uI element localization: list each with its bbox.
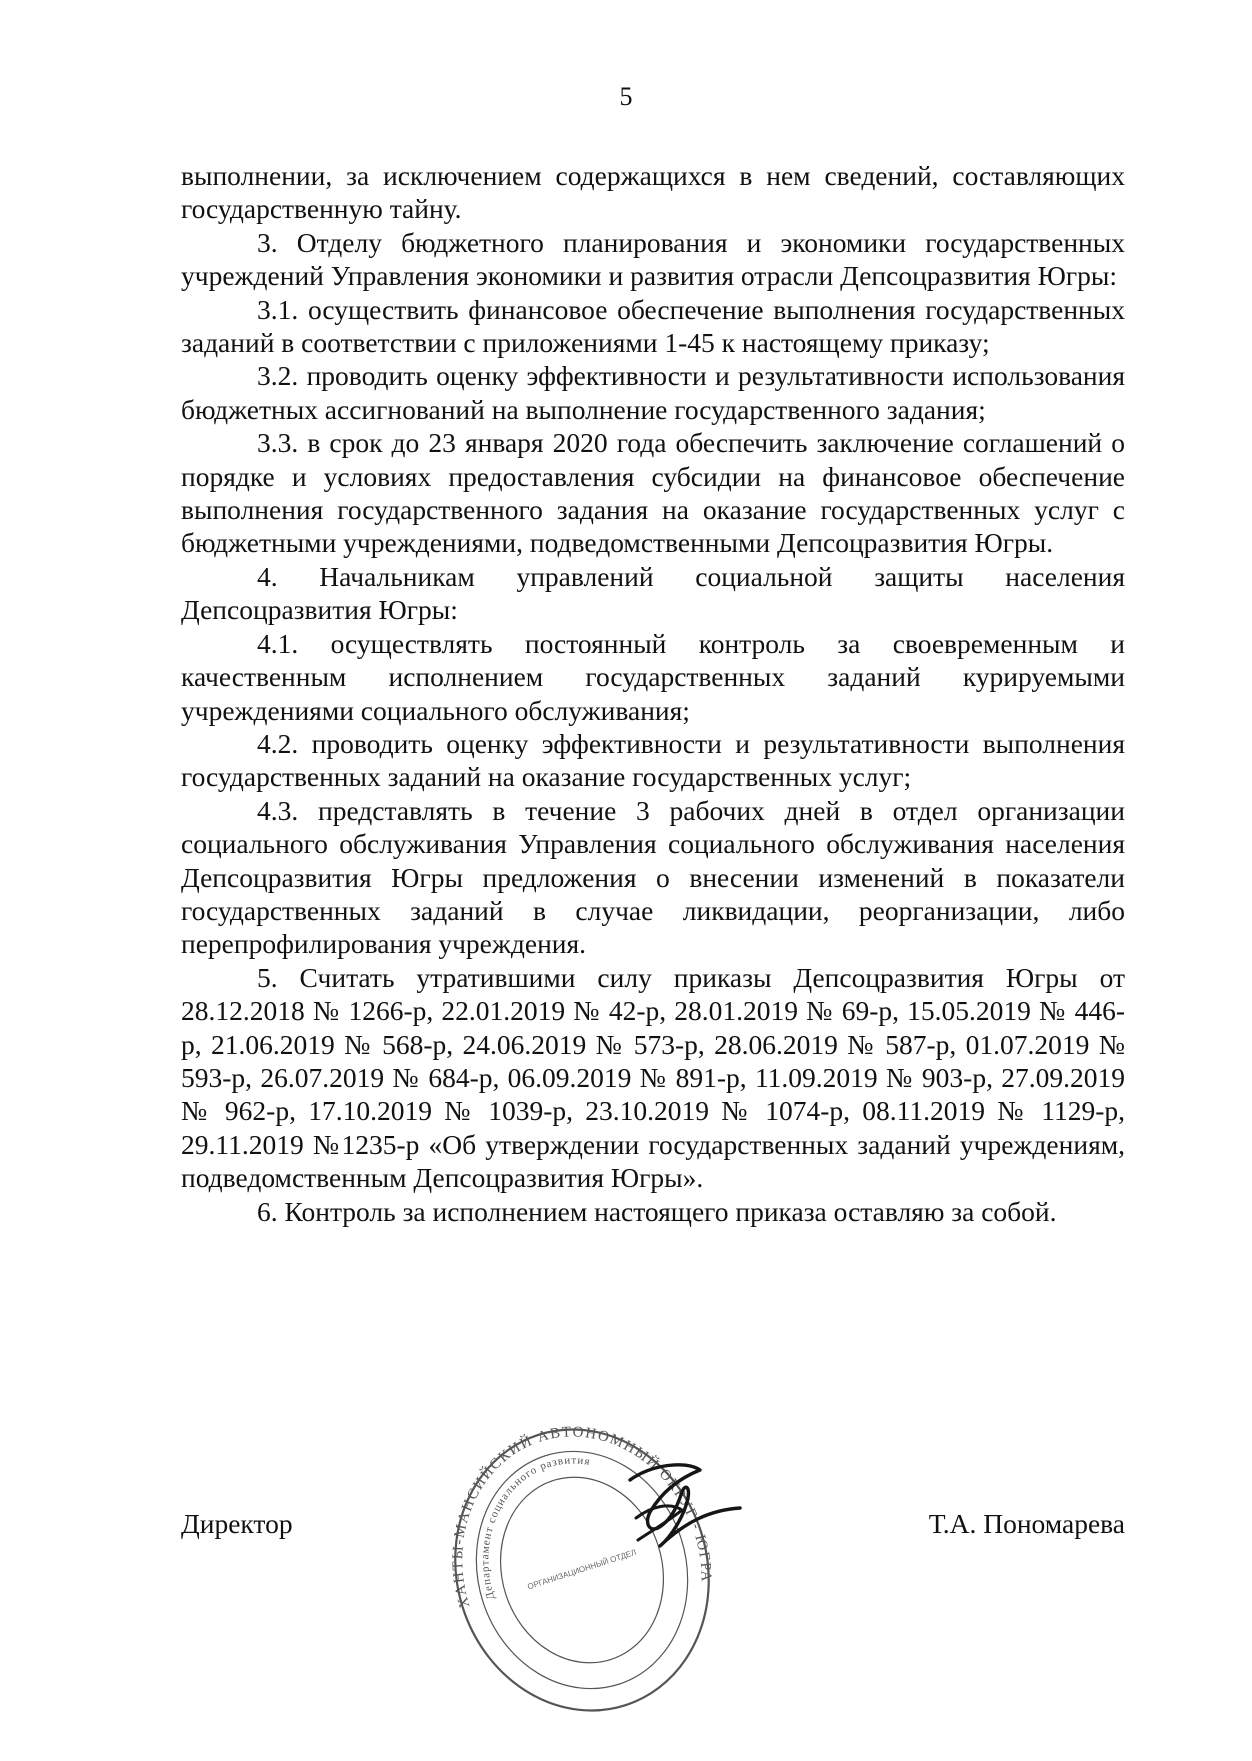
paragraph-item-4-2: 4.2. проводить оценку эффективности и результативности выполнения государственных заданий на оказание государственных услуг; — [181, 727, 1125, 793]
signatory-title: Директор — [181, 1508, 293, 1539]
paragraph-item-5: 5. Считать утратившими силу приказы Депсоцразвития Югры от 28.12.2018 № 1266-р, 22.01.2019 № 42-р, 28.01.2019 № 69-р, 15.05.2019 № 446-р, 21.06.2019 № 568-р, 24.06.2019 № 573-р, 28.06.2019 № 587-р, 01.07.2019 № 593-р, 26.07.2019 № 684-р, 06.09.2019 № 891-р, 11.09.2019 № 903-р, 27.09.2019 № 962-р, 17.10.2019 № 1039-р, 23.10.2019 № 1074-р, 08.11.2019 № 1129-р, 29.11.2019 №1235-р «Об утверждении государственных заданий учреждениям, подведомственным Депсоцразвития Югры». — [181, 961, 1125, 1194]
paragraph-continuation: выполнении, за исключением содержащихся в нем сведений, составляющих государственную тайну. — [181, 160, 1125, 225]
seal-center-text: ОРГАНИЗАЦИОННЫЙ ОТДЕЛ — [526, 1547, 638, 1592]
seal-outer-text-path: ХАНТЫ-МАНСИЙСКИЙ АВТОНОМНЫЙ ОКРУГ - ЮГРА — [450, 1424, 714, 1610]
order-body — [181, 159, 1125, 1228]
paragraph-item-3-3: 3.3. в срок до 23 января 2020 года обеспечить заключение соглашений о порядке и условиях предоставления субсидии на финансовое обеспечение выполнения государственного задания на оказание государственных услуг с бюджетными учреждениями, подведомственными Депсоцразвития Югры. — [181, 427, 1125, 559]
paragraph-item-4-1: 4.1. осуществлять постоянный контроль за своевременным и качественным исполнением государственных заданий курируемыми учреждениями социального обслуживания; — [181, 627, 1125, 726]
handwritten-signature — [590, 1440, 750, 1580]
paragraph-item-4: 4. Начальникам управлений социальной защиты населения Депсоцразвития Югры: — [181, 560, 1125, 626]
paragraph-item-3-1: 3.1. осуществить финансовое обеспечение выполнения государственных заданий в соответствии с приложениями 1-45 к настоящему приказу; — [181, 293, 1125, 359]
paragraph-item-3: 3. Отделу бюджетного планирования и экономики государственных учреждений Управления экономики и развития отрасли Депсоцразвития Югры: — [181, 226, 1125, 292]
signatory-name: Т.А. Пономарева — [928, 1508, 1125, 1539]
paragraph-item-4-3: 4.3. представлять в течение 3 рабочих дней в отдел организации социального обслуживания Управления социального обслуживания населения Депсоцразвития Югры предложения о внесении изменений в показатели государственных заданий в случае ликвидации, реорганизации, либо перепрофилирования учреждения. — [181, 794, 1125, 960]
paragraph-item-3-2: 3.2. проводить оценку эффективности и результативности использования бюджетных ассигнований на выполнение государственного задания; — [181, 360, 1125, 425]
paragraph-item-6: 6. Контроль за исполнением настоящего приказа оставляю за собой. — [257, 1195, 1057, 1227]
page-number: 5 — [619, 82, 633, 111]
seal-inner-text-path: Департамент социального развития — [479, 1454, 592, 1602]
